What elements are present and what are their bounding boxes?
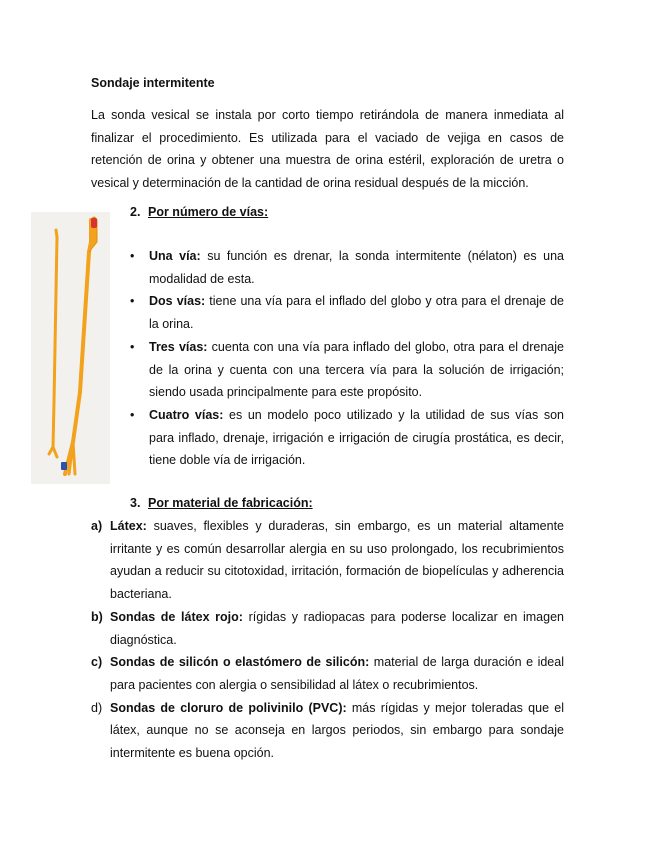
item-term: Dos vías: [149,294,206,309]
item-text: material de larga duración e ideal para pacientes con alergia o sensibilidad al látex o recubrimientos. [110,655,564,692]
section-3-title-text: Por material de fabricación: [148,496,313,510]
materials-list [91,515,564,765]
section-2-number: 2. [130,205,141,219]
item-term: Sondas de látex rojo: [110,609,243,624]
item-term: Sondas de silicón o elastómero de silicón: [110,655,370,670]
item-marker: c) [91,655,103,670]
list-item [130,290,564,335]
list-item [91,606,564,651]
list-item [91,651,564,696]
item-text: rígidas y radiopacas para poderse localizar en imagen diagnóstica. [110,609,564,647]
item-text: es un modelo poco utilizado y la utilidad de sus vías son para inflado, drenaje, irrigación e irrigación de cirugía prostática, es decir, tiene doble vía de irrigación. [149,407,564,468]
ways-list [130,245,564,472]
section-2-title-text: Por número de vías: [148,205,269,219]
item-text: suaves, flexibles y duraderas, sin embargo, es un material altamente irritante y es común desarrollar alergia en su uso prolongado, los recubrimientos ayudan a reducir su citotoxidad, irritación, formación de biopelículas y adherencia bacteriana. [110,519,564,602]
item-text: tiene una vía para el inflado del globo y otra para el drenaje de la orina. [149,294,564,332]
item-text: cuenta con una vía para inflado del globo, otra para el drenaje de la orina y cuenta con una tercera vía para la solución de irrigación; siendo usada principalmente para este propósito. [149,339,564,400]
item-term: Sondas de cloruro de polivinilo (PVC): [110,700,347,715]
foley-catheter-illustration [31,212,110,484]
item-marker: b) [91,609,103,624]
item-marker: d) [91,700,103,715]
section-heading: Sondaje intermitente [91,76,215,90]
list-item [130,336,564,404]
item-term: Látex: [110,519,147,533]
bullet-icon: • [130,249,135,263]
catheter-image [31,212,110,484]
bullet-icon: • [130,294,135,309]
section-3-title [130,496,313,510]
item-term: Tres vías: [149,339,208,354]
intro-paragraph: La sonda vesical se instala por corto tiempo retirándola de manera inmediata al finalizar el procedimiento. Es utilizada para el vaciado de vejiga en casos de retención de orina y obtener una muestra de orina estéril, exploración de uretra o vesical y determinación de la cantidad de orina residual después de la micción. [91,108,564,191]
section-2-title [130,205,268,219]
section-3-number: 3. [130,496,141,510]
list-item [130,404,564,472]
list-item [91,697,564,765]
item-text: más rígidas y mejor toleradas que el látex, aunque no se aconseja en largos periodos, sin embargo para sondaje intermitente es buena opción. [110,700,564,761]
bullet-icon: • [130,339,135,354]
list-item [130,245,564,290]
item-marker: a) [91,519,103,533]
item-term: Una vía: [149,249,201,263]
item-text: su función es drenar, la sonda intermitente (nélaton) es una modalidad de esta. [149,249,564,286]
bullet-icon: • [130,407,135,422]
list-item [91,515,564,606]
item-term: Cuatro vías: [149,407,224,422]
